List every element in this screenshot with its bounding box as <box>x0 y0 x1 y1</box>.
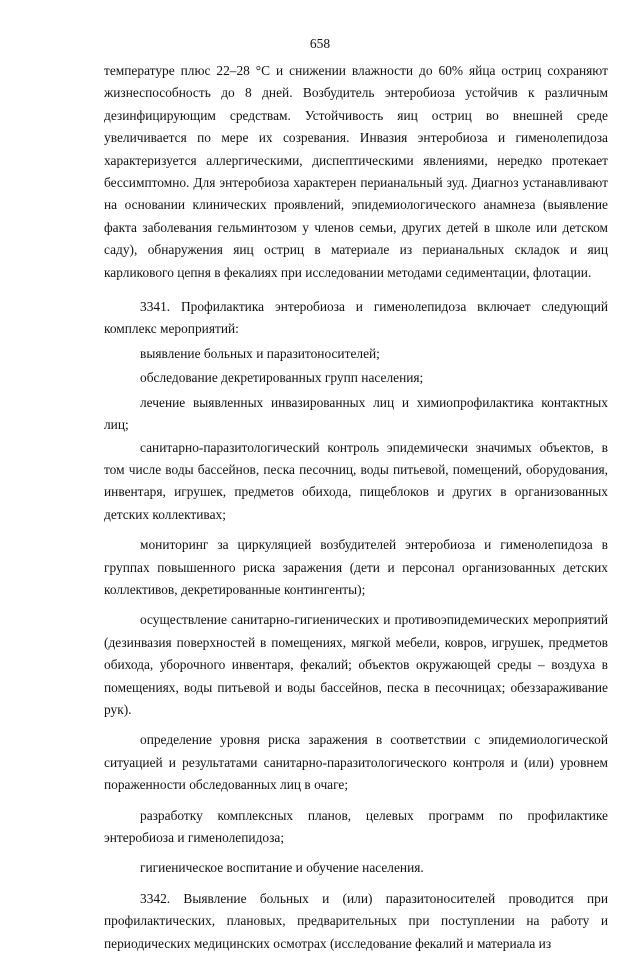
list-item: гигиеническое воспитание и обучение населения. <box>140 860 424 876</box>
list-item: санитарно-паразитологический контроль эпидемически значимых объектов, в том числе воды бассейнов, песка песочниц, воды питьевой, помещений, оборудования, инвентаря, игрушек, предметов обихода, пищеблоков и других в организованных детских коллективах; <box>104 439 608 522</box>
list-item: осуществление санитарно-гигиенических и противоэпидемических мероприятий (дезинвазия поверхностей в помещениях, мягкой мебели, ковров, игрушек, предметов обихода, уборочного инвентаря, фекалий; объектов окружающей среды – воздуха в помещениях, воды питьевой и воды бассейнов, песка в песочницах; обеззараживание рук). <box>104 612 608 717</box>
document-body <box>104 60 608 955</box>
list-item: лечение выявленных инвазированных лиц и химиопрофилактика контактных лиц; <box>104 394 608 433</box>
list-item: выявление больных и паразитоносителей; <box>140 345 380 361</box>
paragraph-3342: 3342. Выявление больных и (или) паразитоносителей проводится при профилактических, плановых, предварительных при поступлении на работу и периодических медицинских осмотрах (исследование фекалий и материала из <box>104 890 608 951</box>
page-number: 658 <box>309 36 331 51</box>
list-item: разработку комплексных планов, целевых программ по профилактике энтеробиоза и гименолепидоза; <box>104 807 608 845</box>
list-item: определение уровня риска заражения в соответствии с эпидемиологической ситуацией и результатами санитарно-паразитологического контроля и (или) уровнем пораженности обследованных лиц в очаге; <box>104 732 608 793</box>
paragraph-intro: температуре плюс 22–28 °С и снижении влажности до 60% яйца остриц сохраняют жизнеспособность до 8 дней. Возбудитель энтеробиоза устойчив к различным дезинфицирующим средствам. Устойчивость яиц остриц во внешней среде увеличивается по мере их созревания. Инвазия энтеробиоза и гименолепидоза характеризуется аллергическими, диспептическими явлениями, нередко протекает бессимптомно. Для энтеробиоза характерен перианальный зуд. Диагноз устанавливают на основании клинических проявлений, эпидемиологического анамнеза (выявление факта заболевания гельминтозом у членов семьи, других детей в школе или детском саду), обнаружения яиц остриц в материале из перианальных складок и яиц карликового цепня в фекалиях при исследовании методами седиментации, флотации. <box>104 63 608 280</box>
list-item: обследование декретированных групп населения; <box>140 370 424 386</box>
paragraph-3341: 3341. Профилактика энтеробиоза и гименолепидоза включает следующий комплекс мероприятий: <box>104 299 608 337</box>
list-item: мониторинг за циркуляцией возбудителей энтеробиоза и гименолепидоза в группах повышенного риска заражения (дети и персонал организованных детских коллективов, декретированные контингенты); <box>104 537 608 597</box>
